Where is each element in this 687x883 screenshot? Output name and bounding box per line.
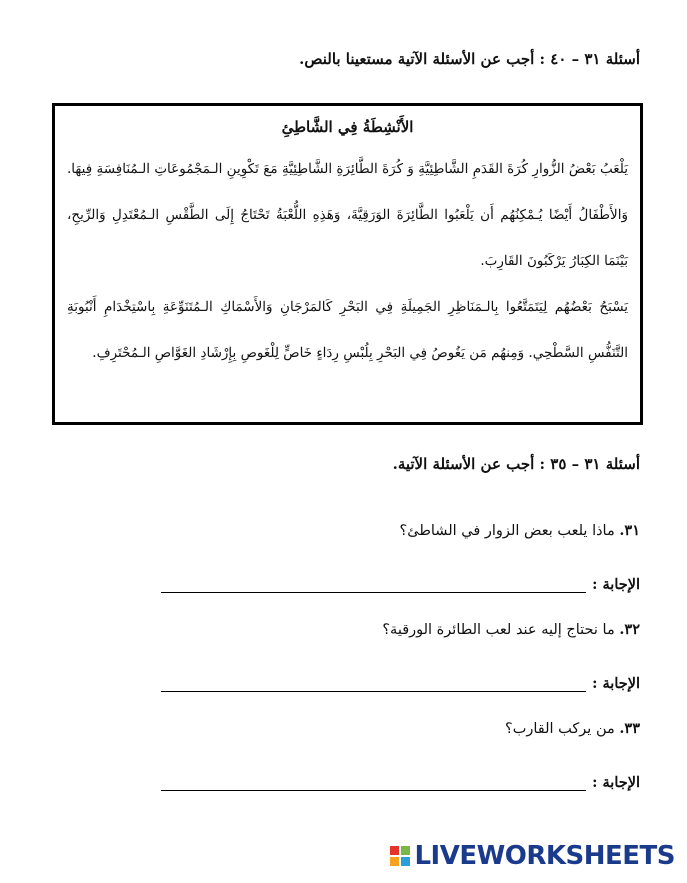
passage-paragraph-1: يَلْعَبُ بَعْضُ الزُّوارِ كُرَةَ القَدَمِ الشَّاطِئِيَّةِ وَ كُرَةَ الطَّائِرَةِ الشَّاطِئِيَّةِ مَعَ تَكْوِينِ الـمَجْمُوعَاتِ الـمُنَافِسَةِ فِيهَا. وَالأَطْفَالُ أَيْضًا يُـمْكِنُهُم أَن يَلْعَبُوا الطَّائِرَةَ الوَرَقِيَّةَ، وَهَذِهِ اللُّعْبَةُ تَحْتَاجُ إِلَى الطَّقْسِ الـمُعْتَدِلِ وَالرِّيحِ، بَيْنَمَا الكِبَارُ يَرْكَبُونَ القَارِبَ. [67, 161, 628, 269]
logo-block-blue [401, 857, 410, 866]
section-header-31-40: أسئلة ٣١ – ٤٠ : أجب عن الأسئلة الآتية مستعينا بالنص. [299, 50, 640, 68]
question-text: ماذا يلعب بعض الزوار في الشاطئ؟ [399, 523, 615, 539]
question-text: من يركب القارب؟ [505, 721, 615, 737]
passage-paragraph-2: يَسْبَحُ بَعْضُهُم لِيَتَمَتَّعُوا بِالـمَنَاظِرِ الجَمِيلَةِ فِي البَحْرِ كَالمَرْجَانِ وَالأَسْمَاكِ الـمُتَنَوِّعَةِ بِاسْتِخْدَامِ أَنْبُوبَةِ التَّنَفُّسِ السَّطْحِي. وَمِنهُم مَن يَغُوصُ فِي البَحْرِ بِلُبْسِ رِدَاءٍ خَاصٍّ لِلْغَوصِ بِإِرْشَادِ الغَوَّاصِ الـمُحْتَرِفِ. [67, 299, 628, 361]
answer-row-32 [140, 670, 640, 692]
answer-label: الإجابة : [592, 774, 640, 791]
logo-block-red [390, 846, 399, 855]
answer-input-33[interactable] [161, 772, 586, 791]
section-header-31-35: أسئلة ٣١ – ٣٥ : أجب عن الأسئلة الآتية. [392, 455, 640, 473]
question-text: ما نحتاج إليه عند لعب الطائرة الورقية؟ [382, 622, 615, 638]
reading-passage-box [52, 103, 643, 425]
answer-input-31[interactable] [161, 574, 586, 593]
liveworksheets-logo-icon [390, 846, 410, 866]
question-31 [40, 522, 640, 539]
passage-title: الأَنْشِطَةُ فِي الشَّاطِئِ [281, 118, 414, 136]
question-number: ٣١. [619, 522, 640, 539]
answer-input-32[interactable] [161, 673, 586, 692]
answer-label: الإجابة : [592, 576, 640, 593]
question-33 [40, 720, 640, 737]
question-number: ٣٣. [619, 720, 640, 737]
logo-block-green [401, 846, 410, 855]
answer-label: الإجابة : [592, 675, 640, 692]
answer-row-33 [140, 769, 640, 791]
brand-text: LIVEWORKSHEETS [414, 841, 675, 871]
logo-block-orange [390, 857, 399, 866]
liveworksheets-brand [390, 841, 675, 871]
answer-row-31 [140, 571, 640, 593]
question-number: ٣٢. [619, 621, 640, 638]
question-32 [40, 621, 640, 638]
